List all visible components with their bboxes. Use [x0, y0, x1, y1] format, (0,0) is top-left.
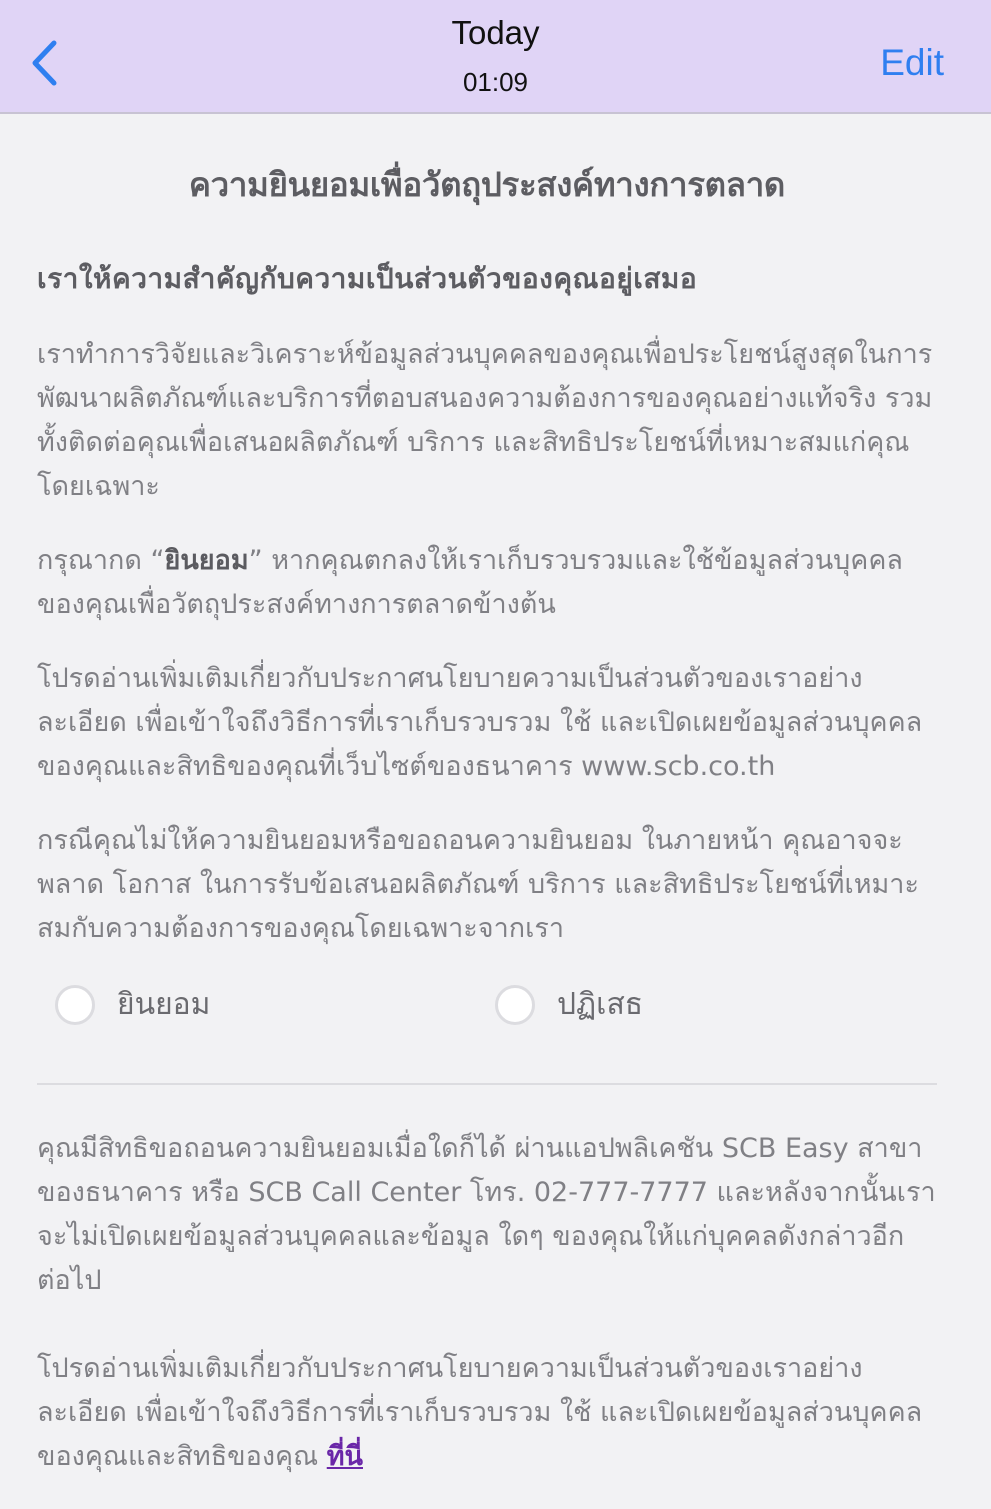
edit-button[interactable]: Edit — [880, 42, 944, 83]
paragraph-privacy-link — [37, 1347, 937, 1479]
nav-subtitle-time: 01:09 — [462, 67, 529, 97]
consent-content — [37, 150, 937, 1509]
paragraph-decline-note: กรณีคุณไม่ให้ความยินยอมหรือขอถอนความยินยอม ในภายหน้า คุณอาจจะพลาด โอกาส ในการรับข้อเสนอผลิตภัณฑ์ บริการ และสิทธิประโยชน์ที่เหมาะสมกับความต้องการของคุณโดยเฉพาะจากเรา — [37, 825, 919, 944]
decline-radio[interactable] — [495, 981, 643, 1028]
accept-radio[interactable] — [55, 981, 210, 1028]
decline-radio-label[interactable]: ปฏิเสธ — [557, 987, 644, 1022]
paragraph-instruction-suffix: ” หากคุณตกลงให้เราเก็บรวบรวมและใช้ข้อมูลส่วนบุคคลของคุณเพื่อวัตถุประสงค์ทางการตลาดข้างต้น — [37, 545, 903, 620]
paragraph-instruction-prefix: กรุณากด “ — [37, 545, 165, 576]
paragraph-instruction-bold: ยินยอม — [164, 545, 249, 576]
decline-radio-circle[interactable] — [495, 985, 535, 1025]
nav-title: Today — [451, 14, 540, 51]
paragraph-privacy-link-text: โปรดอ่านเพิ่มเติมเกี่ยวกับประกาศนโยบายความเป็นส่วนตัวของเราอย่างละเอียด เพื่อเข้าใจถึงวิธีการที่เราเก็บรวบรวม ใช้ และเปิดเผยข้อมูลส่วนบุคคลของคุณและสิทธิของคุณ — [37, 1353, 923, 1472]
section-subtitle: เราให้ความสำคัญกับความเป็นส่วนตัวของคุณอยู่เสมอ — [37, 262, 698, 295]
page-title: ความยินยอมเพื่อวัตถุประสงค์ทางการตลาด — [188, 165, 786, 204]
paragraph-withdraw-rights: คุณมีสิทธิขอถอนความยินยอมเมื่อใดก็ได้ ผ่านแอปพลิเคชัน SCB Easy สาขาของธนาคาร หรือ SCB Call Center โทร. 02-777-7777 และหลังจากนั้นเราจะไม่เปิดเผยข้อมูลส่วนบุคคลและข้อมูล ใดๆ ของคุณให้แก่บุคคลดังกล่าวอีกต่อไป — [37, 1133, 936, 1296]
accept-radio-circle[interactable] — [55, 985, 95, 1025]
divider — [37, 1083, 937, 1085]
paragraph-instruction — [37, 539, 937, 627]
paragraph-research: เราทำการวิจัยและวิเคราะห์ข้อมูลส่วนบุคคลของคุณเพื่อประโยชน์สูงสุดในการพัฒนาผลิตภัณฑ์และบริการที่ตอบสนองความต้องการของคุณอย่างแท้จริง รวมทั้งติดต่อคุณเพื่อเสนอผลิตภัณฑ์ บริการ และสิทธิประโยชน์ที่เหมาะสมแก่คุณโดยเฉพาะ — [37, 339, 933, 502]
consent-options — [37, 981, 937, 1051]
paragraph-privacy-website: โปรดอ่านเพิ่มเติมเกี่ยวกับประกาศนโยบายความเป็นส่วนตัวของเราอย่างละเอียด เพื่อเข้าใจถึงวิธีการที่เราเก็บรวบรวม ใช้ และเปิดเผยข้อมูลส่วนบุคคลของคุณและสิทธิของคุณที่เว็บไซต์ของธนาคาร www.scb.co.th — [37, 663, 923, 782]
navigation-bar — [0, 0, 991, 114]
accept-radio-label[interactable]: ยินยอม — [117, 987, 211, 1022]
here-link[interactable]: ที่นี่ — [326, 1441, 363, 1472]
